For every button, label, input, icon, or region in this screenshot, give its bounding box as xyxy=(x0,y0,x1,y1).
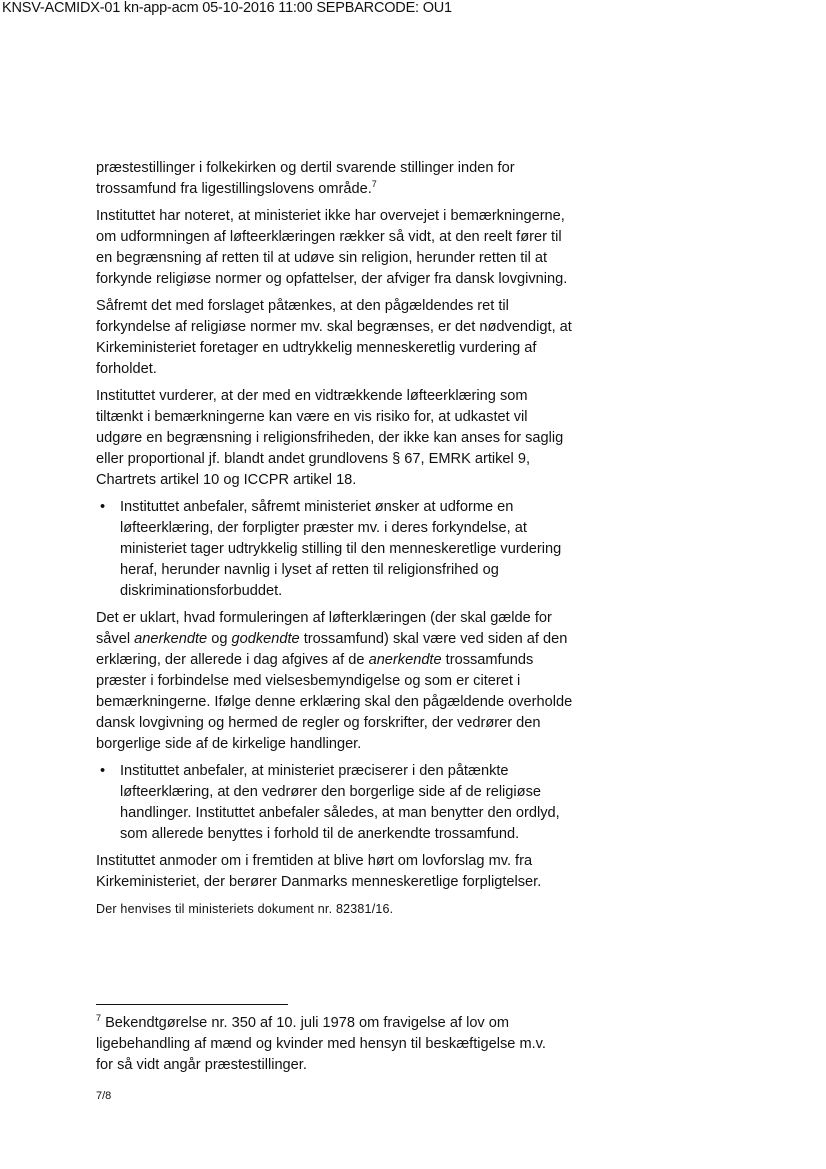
paragraph-6: Instituttet anmoder om i fremtiden at blive hørt om lovforslag mv. fra Kirkeministeriet, der berører Danmarks menneskeretlige forpligtelser. xyxy=(96,853,542,890)
recommendation-bullet-2 xyxy=(96,761,574,845)
document-reference: Der henvises til ministeriets dokument nr. 82381/16. xyxy=(96,902,394,916)
paragraph-2: Instituttet har noteret, at ministeriet ikke har overvejet i bemærkningerne, om udformningen af løfteerklæringen rækker så vidt, at den reelt fører til en begrænsning af retten til at udøve sin religion, herunder retten til at forkynde religiøse normer og opfattelser, der afviger fra dansk lovgivning. xyxy=(96,208,568,287)
footnote-text: Bekendtgørelse nr. 350 af 10. juli 1978 om fravigelse af lov om ligebehandling af mænd og kvinder med hensyn til beskæftigelse m.v. for så vidt angår præstestillinger. xyxy=(96,1015,546,1073)
letter-body xyxy=(96,158,574,926)
paragraph-3: Såfremt det med forslaget påtænkes, at den pågældendes ret til forkyndelse af religiøse normer mv. skal begrænses, er det nødvendigt, at Kirkeministeriet foretager en udtrykkelig menneskeretlig vurdering af forholdet. xyxy=(96,298,572,377)
footnote-divider xyxy=(96,1004,288,1005)
footnote-marker: 7 xyxy=(96,1013,102,1024)
bullet-text: Instituttet anbefaler, at ministeriet præciserer i den påtænkte løfteerklæring, at den vedrører den borgerlige side af de religiøse handlinger. Instituttet anbefaler således, at man benytter den ordlyd, som allerede benyttes i forhold til de anerkendte trossamfund. xyxy=(120,763,560,842)
bullet-icon: • xyxy=(100,763,106,779)
footnote xyxy=(96,1013,566,1076)
recommendation-bullet-1 xyxy=(96,497,574,602)
page-number: 7/8 xyxy=(96,1090,112,1102)
bullet-text: Instituttet anbefaler, såfremt ministeriet ønsker at udforme en løfteerklæring, der forpligter præster mv. i deres forkyndelse, at ministeriet tager udtrykkelig stilling til den menneskeretlige vurdering heraf, herunder navnlig i lyset af retten til religionsfrihed og diskriminationsforbuddet. xyxy=(120,499,562,599)
paragraph-1: præstestillinger i folkekirken og dertil svarende stillinger inden for trossamfund fra ligestillingslovens område.$^7$ xyxy=(96,160,515,197)
paragraph-4: Instituttet vurderer, at der med en vidtrækkende løfteerklæring som tiltænkt i bemærkningerne kan være en vis risiko for, at udkastet vil udgøre en begrænsning i religionsfriheden, der ikke kan anses for saglig eller proportional jf. blandt andet grundlovens § 67, EMRK artikel 9, Chartrets artikel 10 og ICCPR artikel 18. xyxy=(96,388,564,488)
fax-header-line: KNSV-ACMIDX-01 kn-app-acm 05-10-2016 11:00 SEPBARCODE: OU1 xyxy=(2,0,452,16)
bullet-icon: • xyxy=(100,499,106,515)
paragraph-5: Det er uklart, hvad formuleringen af løfterklæringen (der skal gælde for såvel anerkendte og godkendte trossamfund) skal være ved siden af den erklæring, der allerede i dag afgives af de anerkendte trossamfunds præster i forbindelse med vielsesbemyndigelse og som er citeret i bemærkningerne. Ifølge denne erklæring skal den pågældende overholde dansk lovgivning og hermed de regler og forskrifter, der vedrører den borgerlige side af de kirkelige handlinger. xyxy=(96,610,573,752)
footnote-reference: 7 xyxy=(371,179,377,190)
